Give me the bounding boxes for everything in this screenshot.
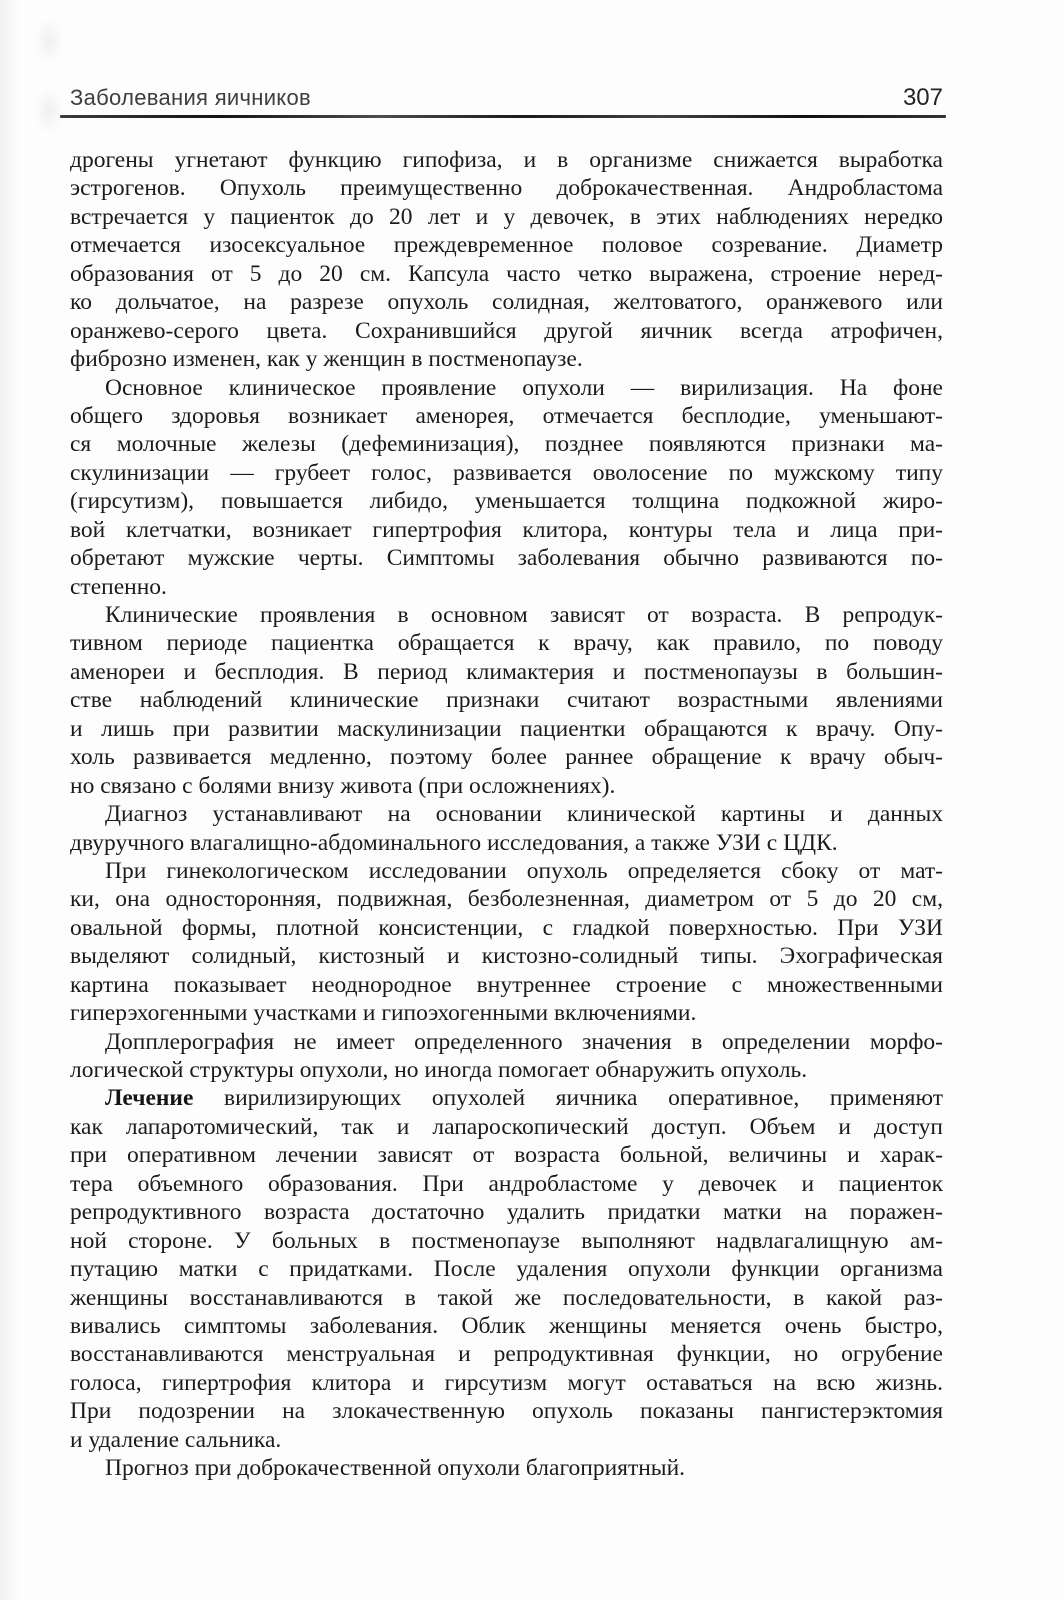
text-line: овальной формы, плотной консистенции, с гладкой поверхностью. При УЗИ bbox=[70, 914, 943, 941]
paragraph bbox=[70, 857, 943, 1028]
text-line: При подозрении на злокачественную опухоль показаны пангистерэктомия bbox=[70, 1398, 943, 1425]
paragraph bbox=[70, 1454, 943, 1482]
text-line: вой клетчатки, возникает гипертрофия клитора, контуры тела и лица при- bbox=[70, 516, 943, 543]
text-line: женщины восстанавливаются в такой же последовательности, в какой раз- bbox=[70, 1284, 943, 1311]
text-line: гиперэхогенными участками и гипоэхогенными включениями. bbox=[70, 1000, 697, 1027]
text-line: и удаление сальника. bbox=[70, 1426, 282, 1453]
text-line: аменореи и бесплодия. В период климактерия и постменопаузы в большин- bbox=[70, 658, 943, 685]
text-line: Основное клиническое проявление опухоли — вирилизация. На фоне bbox=[105, 374, 943, 401]
text-line: Диагноз устанавливают на основании клинической картины и данных bbox=[105, 801, 943, 828]
text-line: стве наблюдений клинические признаки считают возрастными явлениями bbox=[70, 687, 943, 714]
text-line: выделяют солидный, кистозный и кистозно-солидный типы. Эхографическая bbox=[70, 943, 943, 970]
paragraph bbox=[70, 374, 943, 602]
text-line: тивном периоде пациентка обращается к врачу, как правило, по поводу bbox=[70, 630, 943, 657]
text-line: При гинекологическом исследовании опухоль определяется сбоку от мат- bbox=[105, 857, 943, 884]
text-line: но связано с болями внизу живота (при осложнениях). bbox=[70, 772, 616, 799]
text-line: встречается у пациенток до 20 лет и у девочек, в этих наблюдениях нередко bbox=[70, 203, 943, 230]
page-body-text bbox=[70, 146, 943, 1483]
header-rule bbox=[60, 115, 946, 118]
text-line: ся молочные железы (дефеминизация), позднее появляются признаки ма- bbox=[70, 431, 943, 458]
chapter-title: Заболевания яичников bbox=[70, 85, 311, 110]
text-line: логической структуры опухоли, но иногда помогает обнаружить опухоль. bbox=[70, 1057, 808, 1083]
paragraph bbox=[70, 1084, 943, 1454]
text-line: отмечается изосексуальное преждевременное половое созревание. Диаметр bbox=[70, 232, 943, 259]
text-line: степенно. bbox=[70, 573, 167, 600]
text-line: оранжево-серого цвета. Сохранившийся другой яичник всегда атрофичен, bbox=[70, 317, 943, 344]
paragraph bbox=[70, 1028, 943, 1085]
scan-blob-artifact bbox=[34, 18, 64, 64]
text-line: обретают мужские черты. Симптомы заболевания обычно развиваются по- bbox=[70, 545, 943, 572]
text-line: Прогноз при доброкачественной опухоли благоприятный. bbox=[105, 1455, 686, 1482]
text-line: восстанавливаются менструальная и репродуктивная функции, но огрубение bbox=[70, 1341, 943, 1368]
paragraph bbox=[70, 800, 943, 857]
text-line: путацию матки с придатками. После удаления опухоли функции организма bbox=[70, 1256, 943, 1283]
scan-blob-artifact bbox=[34, 88, 64, 134]
scan-edge-artifact bbox=[0, 0, 20, 1600]
text-line: вивались симптомы заболевания. Облик женщины меняется очень быстро, bbox=[70, 1312, 943, 1339]
text-line: (гирсутизм), повышается либидо, уменьшается толщина подкожной жиро- bbox=[70, 488, 943, 515]
text-line: ки, она односторонняя, подвижная, безболезненная, диаметром от 5 до 20 см, bbox=[70, 886, 943, 913]
text-line: дрогены угнетают функцию гипофиза, и в организме снижается выработка bbox=[70, 147, 943, 173]
running-header bbox=[70, 84, 943, 112]
text-line: голоса, гипертрофия клитора и гирсутизм могут оставаться на всю жизнь. bbox=[70, 1369, 943, 1396]
text-line: ной стороне. У больных в постменопаузе выполняют надвлагалищную ам- bbox=[70, 1227, 943, 1254]
text-line: холь развивается медленно, поэтому более раннее обращение к врачу обыч- bbox=[70, 744, 943, 771]
text-line: как лапаротомический, так и лапароскопический доступ. Объем и доступ bbox=[70, 1113, 943, 1140]
text-line: образования от 5 до 20 см. Капсула часто четко выражена, строение неред- bbox=[70, 260, 943, 287]
text-line: фиброзно изменен, как у женщин в постменопаузе. bbox=[70, 346, 583, 373]
text-line: общего здоровья возникает аменорея, отмечается бесплодие, уменьшают- bbox=[70, 402, 943, 429]
text-line: эстрогенов. Опухоль преимущественно доброкачественная. Андробластома bbox=[70, 175, 943, 202]
text-line: скулинизации — грубеет голос, развивается оволосение по мужскому типу bbox=[70, 459, 943, 486]
text-line: тера объемного образования. При андробластоме у девочек и пациенток bbox=[70, 1170, 943, 1197]
text-line: Клинические проявления в основном зависят от возраста. В репродук- bbox=[105, 602, 943, 628]
text-line: репродуктивного возраста достаточно удалить придатки матки на поражен- bbox=[70, 1199, 943, 1226]
text-line: картина показывает неоднородное внутреннее строение с множественными bbox=[70, 971, 943, 998]
paragraph bbox=[70, 146, 943, 374]
text-line: при оперативном лечении зависят от возраста больной, величины и харак- bbox=[70, 1142, 943, 1169]
text-line: и лишь при развитии маскулинизации пациентки обращаются к врачу. Опу- bbox=[70, 715, 943, 742]
text-line: Допплерография не имеет определенного значения в определении морфо- bbox=[105, 1028, 943, 1055]
text-line: двуручного влагалищно-абдоминального исследования, а также УЗИ с ЦДК. bbox=[70, 829, 838, 856]
page-number: 307 bbox=[902, 84, 943, 111]
paragraph bbox=[70, 601, 943, 800]
text-line: ко дольчатое, на разрезе опухоль солидная, желтоватого, оранжевого или bbox=[70, 289, 943, 316]
text-line: Лечение вирилизирующих опухолей яичника оперативное, применяют bbox=[105, 1085, 943, 1112]
